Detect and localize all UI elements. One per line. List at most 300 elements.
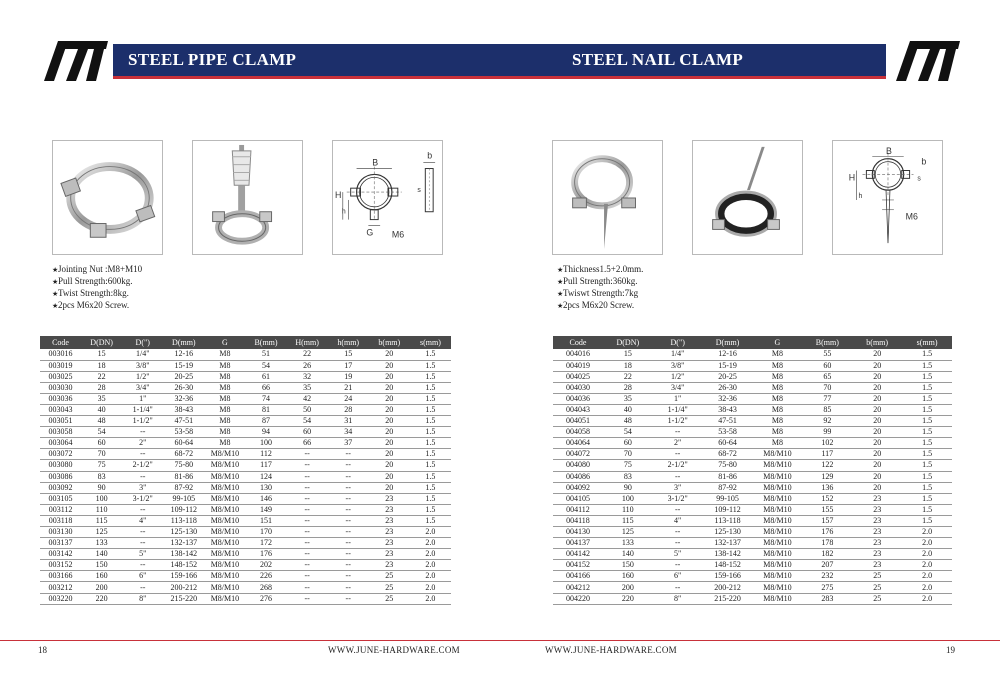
table-cell: 24: [328, 393, 369, 404]
table-cell: 115: [603, 515, 653, 526]
table-cell: 26-30: [703, 382, 753, 393]
table-cell: 1.5: [902, 371, 952, 382]
table-cell: 3/8": [653, 360, 703, 371]
table-cell: M8/M10: [204, 582, 245, 593]
table-cell: 20: [852, 438, 902, 449]
table-cell: 74: [245, 393, 286, 404]
table-cell: 200-212: [703, 582, 753, 593]
table-cell: --: [653, 471, 703, 482]
table-cell: 004043: [553, 404, 603, 415]
table-cell: 20-25: [163, 371, 204, 382]
table-cell: 1.5: [902, 393, 952, 404]
table-cell: 1.5: [410, 493, 451, 504]
table-row: [40, 449, 451, 460]
table-cell: 60: [81, 438, 122, 449]
table-cell: 003105: [40, 493, 81, 504]
table-row: [40, 393, 451, 404]
column-header: Code: [40, 336, 81, 349]
table-cell: 138-142: [703, 549, 753, 560]
table-cell: 004166: [553, 571, 603, 582]
table-cell: 268: [245, 582, 286, 593]
table-cell: 102: [802, 438, 852, 449]
table-cell: 109-112: [163, 504, 204, 515]
table-row: [40, 404, 451, 415]
table-cell: 60-64: [163, 438, 204, 449]
table-cell: 149: [245, 504, 286, 515]
table-cell: 65: [802, 371, 852, 382]
column-header: s(mm): [902, 336, 952, 349]
table-cell: M8: [204, 360, 245, 371]
table-cell: 4": [653, 515, 703, 526]
table-cell: 26: [287, 360, 328, 371]
table-cell: --: [328, 571, 369, 582]
table-cell: 40: [81, 404, 122, 415]
table-cell: 32: [287, 371, 328, 382]
table-cell: 136: [802, 482, 852, 493]
table-cell: 54: [603, 427, 653, 438]
table-cell: 28: [603, 382, 653, 393]
table-cell: 1.5: [410, 371, 451, 382]
table-cell: M8/M10: [753, 460, 803, 471]
table-cell: 220: [603, 593, 653, 604]
table-cell: 132-137: [163, 538, 204, 549]
page-number-right: 19: [946, 645, 955, 655]
nail-clamp-diagram: [832, 140, 943, 255]
table-cell: M8/M10: [753, 593, 803, 604]
table-cell: M8/M10: [204, 460, 245, 471]
table-cell: 1/4": [653, 349, 703, 360]
brand-logo-right: [890, 37, 962, 85]
table-cell: 220: [81, 593, 122, 604]
table-cell: 23: [852, 515, 902, 526]
table-cell: 28: [328, 404, 369, 415]
feature-item: ★Pull Strength:600kg.: [52, 276, 133, 286]
table-cell: 2.0: [902, 582, 952, 593]
table-cell: 25: [852, 593, 902, 604]
table-cell: 23: [852, 549, 902, 560]
nail-diagram-label-m6: M6: [905, 211, 918, 222]
table-cell: 182: [802, 549, 852, 560]
table-cell: 77: [802, 393, 852, 404]
table-row: [553, 515, 952, 526]
table-cell: 003142: [40, 549, 81, 560]
table-cell: 75-80: [163, 460, 204, 471]
table-cell: 3": [653, 482, 703, 493]
table-cell: 2.0: [410, 582, 451, 593]
table-cell: 1.5: [410, 482, 451, 493]
table-cell: 004030: [553, 382, 603, 393]
table-cell: 83: [603, 471, 653, 482]
table-cell: 1-1/4": [122, 404, 163, 415]
table-cell: --: [287, 571, 328, 582]
table-cell: 35: [287, 382, 328, 393]
table-cell: 004036: [553, 393, 603, 404]
table-cell: 1.5: [902, 482, 952, 493]
table-cell: 38-43: [163, 404, 204, 415]
table-cell: 003137: [40, 538, 81, 549]
table-cell: M8/M10: [204, 593, 245, 604]
table-cell: M8: [204, 349, 245, 360]
table-cell: --: [653, 560, 703, 571]
table-cell: 23: [369, 560, 410, 571]
table-cell: M8: [753, 438, 803, 449]
table-cell: 004152: [553, 560, 603, 571]
table-row: [553, 504, 952, 515]
table-cell: 159-166: [163, 571, 204, 582]
table-cell: 92: [802, 416, 852, 427]
table-cell: 23: [852, 527, 902, 538]
table-cell: M8/M10: [753, 482, 803, 493]
table-cell: --: [287, 504, 328, 515]
table-header-row: [553, 336, 952, 349]
table-cell: --: [328, 493, 369, 504]
table-cell: 133: [603, 538, 653, 549]
table-row: [553, 582, 952, 593]
table-cell: --: [653, 527, 703, 538]
table-cell: 2.0: [410, 571, 451, 582]
table-cell: 87-92: [703, 482, 753, 493]
table-cell: 90: [603, 482, 653, 493]
table-cell: 37: [328, 438, 369, 449]
diagram-label-h-side: H: [334, 189, 342, 200]
table-cell: 004220: [553, 593, 603, 604]
column-header: h(mm): [328, 336, 369, 349]
table-cell: 003064: [40, 438, 81, 449]
website-link-left[interactable]: WWW.JUNE-HARDWARE.COM: [328, 645, 460, 655]
table-cell: 1/2": [122, 371, 163, 382]
table-cell: 54: [81, 427, 122, 438]
table-cell: 75: [603, 460, 653, 471]
table-cell: 70: [802, 382, 852, 393]
table-cell: 129: [802, 471, 852, 482]
table-cell: 20: [852, 393, 902, 404]
table-cell: 004019: [553, 360, 603, 371]
table-cell: --: [287, 527, 328, 538]
table-cell: 178: [802, 538, 852, 549]
table-cell: 003043: [40, 404, 81, 415]
table-cell: 20: [852, 460, 902, 471]
table-cell: 60: [287, 427, 328, 438]
table-cell: 003112: [40, 504, 81, 515]
table-cell: M8/M10: [204, 471, 245, 482]
table-cell: 20: [369, 427, 410, 438]
table-row: [40, 527, 451, 538]
table-cell: --: [328, 582, 369, 593]
table-row: [553, 527, 952, 538]
table-cell: 125: [81, 527, 122, 538]
table-cell: --: [122, 427, 163, 438]
column-header: D(DN): [603, 336, 653, 349]
table-cell: 20: [369, 416, 410, 427]
table-cell: 32-36: [163, 393, 204, 404]
table-cell: 004064: [553, 438, 603, 449]
table-cell: M8: [753, 404, 803, 415]
table-row: [553, 449, 952, 460]
table-cell: 152: [802, 493, 852, 504]
table-cell: 32-36: [703, 393, 753, 404]
table-cell: M8: [753, 416, 803, 427]
table-cell: M8/M10: [204, 527, 245, 538]
table-row: [553, 471, 952, 482]
table-cell: 1.5: [410, 404, 451, 415]
table-row: [40, 427, 451, 438]
table-row: [553, 549, 952, 560]
table-cell: M8/M10: [204, 482, 245, 493]
table-cell: 75: [81, 460, 122, 471]
table-row: [553, 493, 952, 504]
table-cell: 35: [603, 393, 653, 404]
column-header: s(mm): [410, 336, 451, 349]
diagram-label-g: G: [366, 227, 374, 238]
table-cell: 42: [287, 393, 328, 404]
page-number-left: 18: [38, 645, 47, 655]
table-cell: 75-80: [703, 460, 753, 471]
table-cell: 8": [122, 593, 163, 604]
table-cell: M8/M10: [753, 571, 803, 582]
table-cell: 15: [603, 349, 653, 360]
table-row: [553, 538, 952, 549]
table-cell: 99-105: [703, 493, 753, 504]
table-cell: 003130: [40, 527, 81, 538]
table-cell: M8/M10: [204, 549, 245, 560]
table-cell: M8/M10: [753, 527, 803, 538]
table-cell: 23: [369, 549, 410, 560]
table-cell: 148-152: [703, 560, 753, 571]
table-cell: M8: [204, 404, 245, 415]
table-cell: M8/M10: [204, 571, 245, 582]
table-cell: 275: [802, 582, 852, 593]
table-cell: 132-137: [703, 538, 753, 549]
column-header: b(mm): [369, 336, 410, 349]
table-cell: 1/4": [122, 349, 163, 360]
table-cell: M8: [753, 371, 803, 382]
table-cell: M8/M10: [753, 493, 803, 504]
table-row: [40, 349, 451, 360]
table-cell: 100: [245, 438, 286, 449]
column-header: D("): [122, 336, 163, 349]
table-row: [553, 349, 952, 360]
table-cell: 117: [245, 460, 286, 471]
table-cell: 004058: [553, 427, 603, 438]
table-cell: 20: [369, 471, 410, 482]
table-cell: --: [328, 482, 369, 493]
table-cell: 23: [369, 527, 410, 538]
table-cell: 1.5: [902, 382, 952, 393]
table-row: [553, 382, 952, 393]
table-cell: M8: [204, 438, 245, 449]
table-cell: 55: [802, 349, 852, 360]
table-cell: 20: [852, 471, 902, 482]
table-cell: 2.0: [410, 593, 451, 604]
table-row: [40, 416, 451, 427]
pipe-clamp-photo: [52, 140, 163, 255]
table-cell: 15-19: [163, 360, 204, 371]
table-cell: 20: [852, 482, 902, 493]
column-header: D(DN): [81, 336, 122, 349]
table-cell: 110: [603, 504, 653, 515]
table-row: [553, 404, 952, 415]
table-cell: 23: [852, 538, 902, 549]
table-cell: 85: [802, 404, 852, 415]
table-cell: 1": [653, 393, 703, 404]
column-header: B(mm): [802, 336, 852, 349]
table-cell: 1.5: [410, 427, 451, 438]
table-cell: M8: [753, 349, 803, 360]
table-cell: --: [328, 460, 369, 471]
table-cell: M8/M10: [204, 515, 245, 526]
table-cell: 2-1/2": [653, 460, 703, 471]
table-cell: 35: [81, 393, 122, 404]
column-header: H(mm): [287, 336, 328, 349]
table-cell: 1.5: [902, 515, 952, 526]
table-cell: --: [122, 538, 163, 549]
table-cell: 66: [287, 438, 328, 449]
table-cell: M8: [204, 382, 245, 393]
table-cell: 003166: [40, 571, 81, 582]
table-cell: 004080: [553, 460, 603, 471]
table-cell: M8: [753, 393, 803, 404]
table-cell: --: [328, 538, 369, 549]
table-cell: 202: [245, 560, 286, 571]
footer-line: [0, 640, 1000, 641]
table-cell: 125: [603, 527, 653, 538]
diagram-label-h-small: h: [341, 208, 346, 216]
table-row: [553, 593, 952, 604]
table-cell: --: [653, 582, 703, 593]
brand-logo-left: [38, 37, 110, 85]
table-cell: M8: [204, 416, 245, 427]
table-cell: 3/8": [122, 360, 163, 371]
table-cell: 1-1/2": [653, 416, 703, 427]
table-cell: 48: [603, 416, 653, 427]
table-cell: 003025: [40, 371, 81, 382]
table-cell: 172: [245, 538, 286, 549]
table-cell: 003030: [40, 382, 81, 393]
table-cell: 140: [603, 549, 653, 560]
table-cell: 2.0: [902, 593, 952, 604]
table-cell: M8/M10: [753, 515, 803, 526]
table-row: [40, 482, 451, 493]
website-link-right[interactable]: WWW.JUNE-HARDWARE.COM: [545, 645, 677, 655]
table-cell: 113-118: [163, 515, 204, 526]
table-cell: 1.5: [410, 449, 451, 460]
table-cell: 110: [81, 504, 122, 515]
table-cell: --: [653, 538, 703, 549]
table-row: [40, 538, 451, 549]
table-cell: 100: [603, 493, 653, 504]
table-cell: 160: [603, 571, 653, 582]
table-cell: 70: [603, 449, 653, 460]
table-cell: 20: [369, 393, 410, 404]
table-cell: 60: [603, 438, 653, 449]
table-cell: 53-58: [163, 427, 204, 438]
column-header: D("): [653, 336, 703, 349]
table-cell: 19: [328, 371, 369, 382]
table-cell: 003152: [40, 560, 81, 571]
table-cell: 2.0: [410, 527, 451, 538]
feature-item: ★2pcs M6x20 Screw.: [52, 300, 130, 310]
table-cell: 1.5: [902, 460, 952, 471]
table-cell: 2": [122, 438, 163, 449]
table-cell: --: [287, 460, 328, 471]
table-cell: M8/M10: [204, 538, 245, 549]
table-cell: 3-1/2": [122, 493, 163, 504]
table-cell: M8: [204, 427, 245, 438]
table-cell: --: [287, 582, 328, 593]
table-cell: 83: [81, 471, 122, 482]
table-cell: --: [328, 593, 369, 604]
table-cell: 133: [81, 538, 122, 549]
table-cell: 31: [328, 416, 369, 427]
table-cell: 23: [852, 560, 902, 571]
table-cell: 1.5: [410, 460, 451, 471]
table-row: [40, 382, 451, 393]
table-cell: 2.0: [902, 571, 952, 582]
feature-item: ★2pcs M6x20 Screw.: [557, 300, 635, 310]
table-cell: 2.0: [410, 538, 451, 549]
table-cell: 113-118: [703, 515, 753, 526]
feature-item: ★Twist Strength:8kg.: [52, 288, 129, 298]
table-cell: --: [328, 449, 369, 460]
table-cell: 23: [852, 493, 902, 504]
table-cell: 150: [81, 560, 122, 571]
table-cell: 125-130: [163, 527, 204, 538]
feature-item: ★Jointing Nut :M8+M10: [52, 264, 143, 274]
table-cell: 1/2": [653, 371, 703, 382]
table-cell: M8/M10: [753, 449, 803, 460]
table-cell: 109-112: [703, 504, 753, 515]
table-cell: 28: [81, 382, 122, 393]
table-cell: 25: [369, 582, 410, 593]
table-cell: 1-1/4": [653, 404, 703, 415]
table-cell: 17: [328, 360, 369, 371]
table-cell: 70: [81, 449, 122, 460]
table-row: [40, 560, 451, 571]
table-row: [553, 393, 952, 404]
table-cell: 2.0: [410, 560, 451, 571]
table-cell: 3/4": [653, 382, 703, 393]
table-cell: --: [287, 449, 328, 460]
nail-diagram-label-b-side: b: [921, 156, 927, 167]
table-cell: --: [653, 449, 703, 460]
table-cell: 99-105: [163, 493, 204, 504]
table-cell: 2.0: [902, 538, 952, 549]
pipe-clamp-spec-table: [40, 336, 451, 605]
table-cell: 122: [802, 460, 852, 471]
table-cell: 004142: [553, 549, 603, 560]
table-cell: 004016: [553, 349, 603, 360]
table-cell: 1.5: [410, 349, 451, 360]
table-cell: 90: [81, 482, 122, 493]
table-cell: 155: [802, 504, 852, 515]
table-cell: 2.0: [410, 549, 451, 560]
table-cell: 94: [245, 427, 286, 438]
table-cell: 60: [802, 360, 852, 371]
table-cell: 34: [328, 427, 369, 438]
table-cell: 003212: [40, 582, 81, 593]
table-cell: 215-220: [163, 593, 204, 604]
column-header: G: [753, 336, 803, 349]
column-header: Code: [553, 336, 603, 349]
table-cell: --: [287, 560, 328, 571]
table-cell: 1.5: [410, 471, 451, 482]
table-cell: 176: [245, 549, 286, 560]
table-cell: 138-142: [163, 549, 204, 560]
table-row: [553, 438, 952, 449]
table-row: [553, 560, 952, 571]
nail-diagram-label-b-top: B: [886, 145, 892, 156]
table-cell: 68-72: [163, 449, 204, 460]
